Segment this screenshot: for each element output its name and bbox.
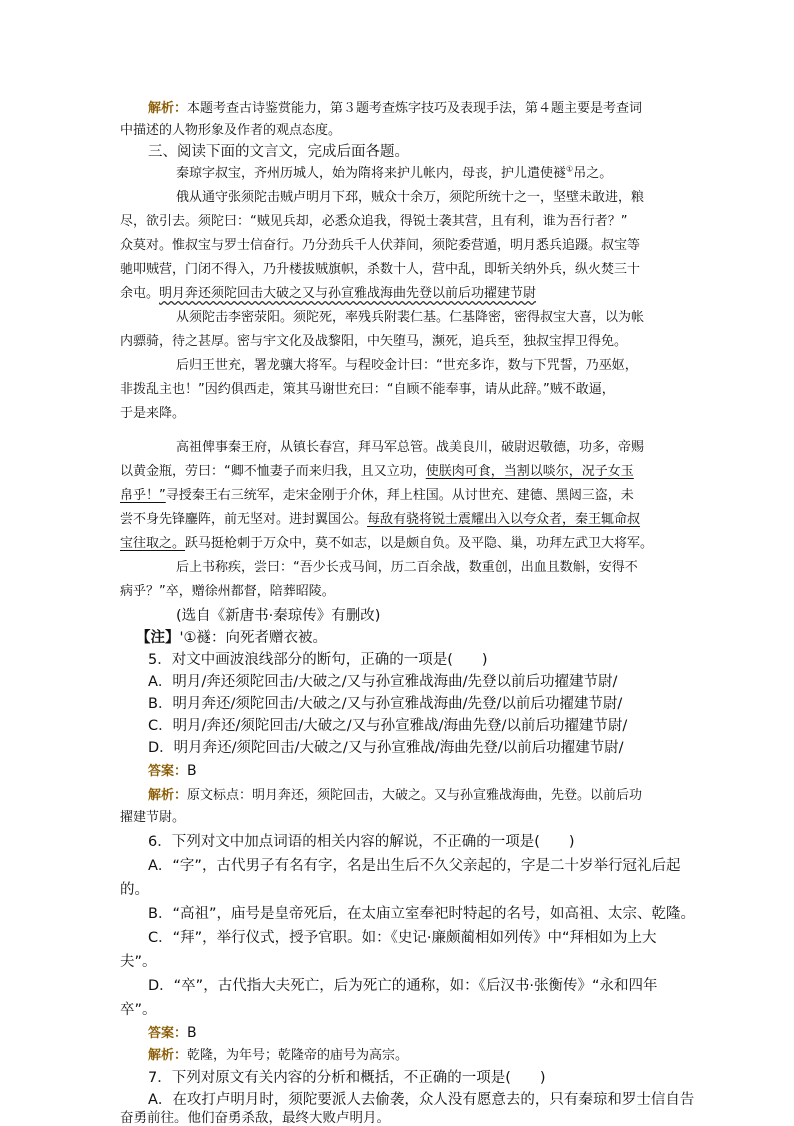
analysis-text: 原文标点：明月奔还，须陀回击，大破之。又与孙宣雅战海曲，先登。以前后功 [187, 788, 643, 803]
wavy-underlined-passage: 明月奔还须陀回击大破之又与孙宣雅战海曲先登以前后功擢建节尉 [159, 286, 537, 301]
passage-line: 非拨乱主也！”因约俱西走，策其马谢世充曰：“自顾不能奉事，请从此辞。”贼不敢逼， [120, 382, 615, 397]
footnote [136, 626, 327, 647]
passage-line [176, 162, 612, 181]
question-5-option-a: A．明月/奔还须陀回击/大破之/又与孙宣雅战海曲/先登以前后功擢建节尉/ [148, 674, 618, 690]
source-citation: (选自《新唐书·秦琼传》有删改) [176, 608, 381, 624]
passage-line: 驰叩贼营，门闭不得入，乃升楼拔贼旗帜，杀数十人，营中乱，即斩关纳外兵，纵火焚三十 [120, 262, 641, 277]
analysis-label: 解析： [148, 101, 188, 116]
question-5-analysis-cont: 擢建节尉。 [120, 810, 186, 825]
passage-line [120, 282, 536, 301]
question-6-option-b: B．“高祖”，庙号是皇帝死后，在太庙立室奉祀时特起的名号，如高祖、太宗、乾隆。 [148, 906, 695, 922]
question-6-option-a: A．“字”，古代男子有名有字，名是出生后不久父亲起的，字是二十岁举行冠礼后起 [148, 858, 681, 874]
underlined-sentence: 宝往取之。 [120, 536, 186, 551]
answer-value: B [187, 1025, 197, 1041]
passage-text: 跃马挺枪刺于万众中，莫不如志，以是颇自负。及平隐、巢，功拜左武卫大将军。 [185, 536, 654, 551]
passage-line: 病乎？”卒，赠徐州都督，陪葬昭陵。 [120, 584, 335, 599]
question-5-answer [148, 760, 197, 779]
analysis-text: 乾隆，为年号；乾隆帝的庙号为高宗。 [187, 1048, 409, 1063]
question-5-option-b: B．明月奔还/须陀回击/大破之/又与孙宣雅战海曲/先登/以前后功擢建节尉/ [148, 696, 623, 712]
question-5-analysis [148, 784, 642, 803]
passage-line: 高祖俾事秦王府，从镇长春宫，拜马军总管。战美良川，破尉迟敬德，功多，帝赐 [176, 440, 645, 455]
question-5: 5．对文中画波浪线部分的断句，正确的一项是( ) [148, 652, 488, 668]
passage-line: 从须陀击李密荥阳。须陀死，率残兵附裴仁基。仁基降密，密得叔宝大喜，以为帐 [176, 310, 645, 325]
question-6: 6．下列对文中加点词语的相关内容的解说，不正确的一项是( ) [148, 834, 575, 850]
footnote-label: 【注】 [136, 630, 180, 646]
passage-line: 众莫对。惟叔宝与罗士信奋行。乃分劲兵千人伏莽间，须陀委营遁，明月悉兵追蹑。叔宝等 [120, 238, 641, 253]
passage-line [120, 460, 634, 479]
question-6-answer [148, 1022, 197, 1041]
analysis-label: 解析： [148, 788, 188, 803]
passage-line: 俄从通守张须陀击贼卢明月下邳，贼众十余万，须陀所统十之一，坚壁未敢进，粮 [176, 190, 645, 205]
answer-value: B [187, 763, 197, 779]
passage-text: 尝不身先锋鏖阵，前无坚对。进封翼国公。 [120, 512, 368, 527]
underlined-sentence: 每敌有骁将锐士震耀出入以夸众者，秦王辄命叔 [367, 512, 641, 527]
question-7-option-a-cont: 奋勇前往。他们奋勇杀敌，最终大败卢明月。 [120, 1110, 390, 1126]
analysis-paragraph [148, 97, 642, 116]
passage-line: 后归王世充，署龙骧大将军。与程咬金计曰：“世充多诈，数与下咒誓，乃巫妪， [176, 358, 638, 373]
passage-line [120, 484, 634, 503]
passage-text: 余屯。 [120, 286, 160, 301]
underlined-sentence: 帛乎！” [120, 488, 166, 503]
underlined-sentence: 使朕肉可食，当割以啖尔，况子女玉 [425, 464, 634, 479]
question-5-option-d: D．明月奔还/须陀回击/大破之/又与孙宣雅战/海曲先登/以前后功擢建节尉/ [148, 740, 624, 756]
answer-label: 答案： [148, 764, 188, 779]
question-5-option-c: C．明月/奔还/须陀回击/大破之/又与孙宣雅战/海曲先登/以前后功擢建节尉/ [148, 718, 628, 734]
question-7-option-a: A．在攻打卢明月时，须陀要派人去偷袭，众人没有愿意去的，只有秦琼和罗士信自告 [148, 1092, 695, 1108]
passage-text: 寻授秦王右三统军，走宋金刚于介休，拜上柱国。从讨世充、建德、黑闼三盗，未 [165, 488, 634, 503]
passage-line [120, 532, 653, 551]
question-6-option-a-cont: 的。 [120, 882, 149, 898]
passage-line: 内骠骑，待之甚厚。密与宇文化及战黎阳，中矢堕马，濒死，追兵至，独叔宝捍卫得免。 [120, 334, 628, 349]
footnote-text: '①襚：向死者赠衣被。 [179, 630, 327, 646]
passage-line: 尽，欲引去。须陀曰：“贼见兵却，必悉众追我，得锐士袭其营，且有利，谁为吾行者？” [120, 214, 628, 229]
question-6-analysis [148, 1044, 408, 1063]
passage-line: 于是来降。 [120, 406, 186, 421]
section-heading: 三、阅读下面的文言文，完成后面各题。 [148, 144, 409, 160]
passage-line: 后上书称疾，尝曰：“吾少长戎马间，历二百余战，数重创，出血且数斛，安得不 [176, 560, 638, 575]
passage-line [120, 508, 640, 527]
answer-label: 答案： [148, 1026, 188, 1041]
passage-text: 秦琼字叔宝，齐州历城人，始为隋将来护儿帐内，母丧，护儿遣使襚 [176, 166, 567, 181]
passage-text: 以黄金瓶，劳曰：“卿不恤妻子而来归我，且又立功， [120, 464, 426, 479]
footnote-marker: ① [566, 164, 574, 174]
analysis-text: 本题考查古诗鉴赏能力，第３题考查炼字技巧及表现手法，第４题主要是考查词 [187, 101, 643, 116]
passage-text: 吊之。 [573, 166, 613, 181]
question-7: 7．下列对原文有关内容的分析和概括，不正确的一项是( ) [148, 1070, 546, 1086]
question-6-option-d: D．“卒”，古代指大夫死亡，后为死亡的通称，如：《后汉书·张衡传》“永和四年 [148, 978, 658, 994]
question-6-option-c-cont: 夫”。 [120, 954, 157, 970]
question-6-option-c: C．“拜”，举行仪式，授予官职。如：《史记·廉颇蔺相如列传》中“拜相如为上大 [148, 930, 657, 946]
analysis-paragraph-cont: 中描述的人物形象及作者的观点态度。 [120, 123, 342, 138]
analysis-label: 解析： [148, 1048, 188, 1063]
question-6-option-d-cont: 卒”。 [120, 1002, 157, 1018]
